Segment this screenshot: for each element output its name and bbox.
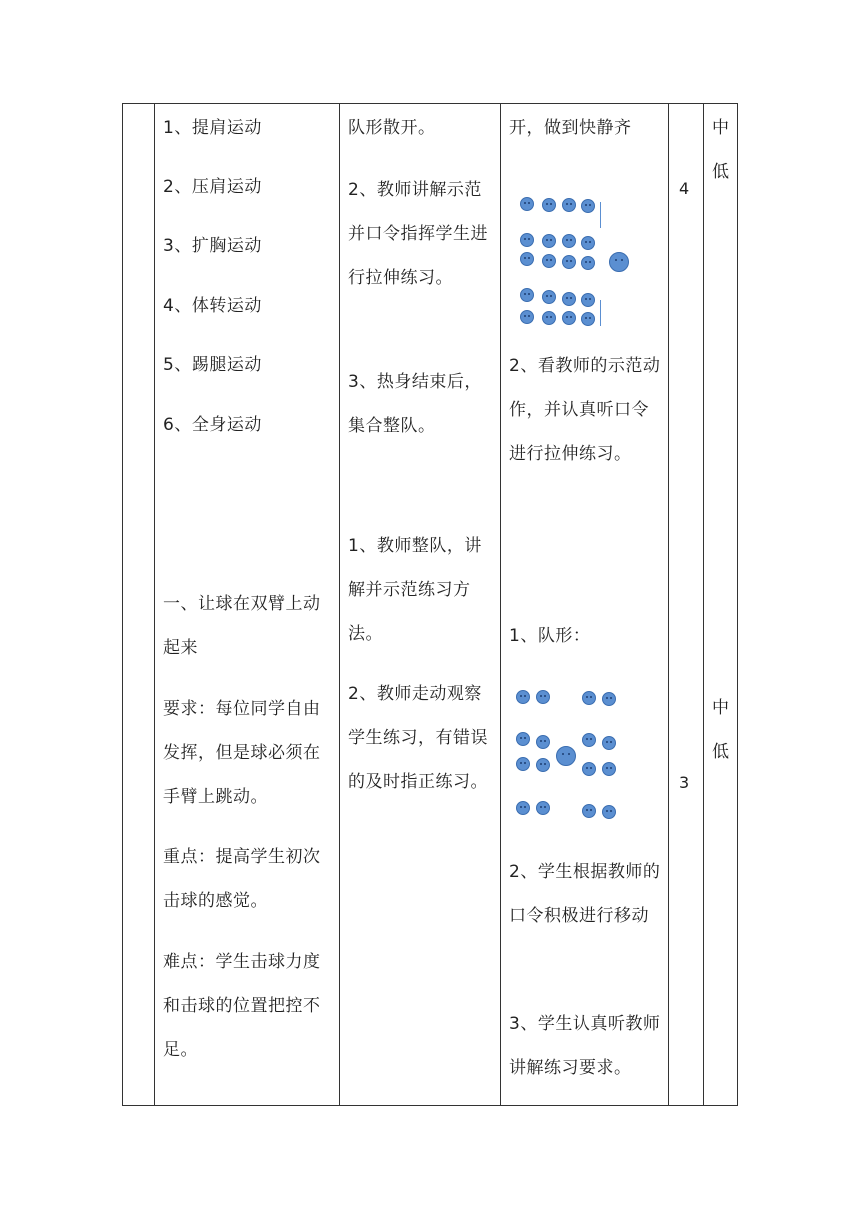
drill-requirement: 要求：每位同学自由发挥，但是球必须在手臂上跳动。	[163, 699, 321, 807]
student-face-icon	[516, 757, 530, 771]
student-face-icon	[582, 762, 596, 776]
student-face-icon	[581, 312, 595, 326]
student-face-icon	[542, 311, 556, 325]
student-face-icon	[536, 690, 550, 704]
student-face-icon	[520, 252, 534, 266]
student-face-icon	[516, 732, 530, 746]
student-face-icon	[520, 310, 534, 324]
student-face-icon	[562, 255, 576, 269]
student-face-icon	[581, 236, 595, 250]
warmup-item: 5、踢腿运动	[163, 355, 262, 375]
student-face-icon	[582, 733, 596, 747]
student-face-icon	[516, 801, 530, 815]
student-face-icon	[536, 735, 550, 749]
drill-intensity: 中	[712, 698, 730, 718]
student-face-icon	[581, 199, 595, 213]
student-face-icon	[520, 288, 534, 302]
warmup-item: 6、全身运动	[163, 415, 262, 435]
warmup-intensity: 低	[712, 162, 730, 182]
student-face-icon	[582, 804, 596, 818]
student-face-icon	[602, 692, 616, 706]
student-warmup-follow: 2、看教师的示范动作，并认真听口令进行拉伸练习。	[509, 356, 661, 464]
lesson-plan-table	[122, 103, 738, 1106]
warmup-item: 4、体转运动	[163, 296, 262, 316]
warmup-intensity: 中	[712, 118, 730, 138]
warmup-formation-diagram	[501, 104, 668, 344]
student-face-icon	[536, 801, 550, 815]
student-column	[501, 104, 668, 1105]
student-face-icon	[520, 197, 534, 211]
student-face-icon	[581, 256, 595, 270]
student-face-icon	[562, 311, 576, 325]
student-face-icon	[562, 292, 576, 306]
student-drill-listen: 3、学生认真听教师讲解练习要求。	[509, 1014, 661, 1078]
student-face-icon	[542, 254, 556, 268]
teacher-face-icon	[556, 746, 576, 766]
student-face-icon	[581, 293, 595, 307]
intensity-column	[704, 104, 739, 1105]
student-face-icon	[582, 691, 596, 705]
warmup-item: 1、提肩运动	[163, 118, 262, 138]
student-face-icon	[562, 234, 576, 248]
teacher-drill-demo: 1、教师整队，讲解并示范练习方法。	[348, 536, 482, 644]
drill-title: 一、让球在双臂上动起来	[163, 594, 321, 658]
drill-difficulty: 难点：学生击球力度和击球的位置把控不足。	[163, 952, 321, 1060]
teacher-drill-observe: 2、教师走动观察学生练习，有错误的及时指正练习。	[348, 684, 488, 792]
student-face-icon	[520, 233, 534, 247]
student-drill-move: 2、学生根据教师的口令积极进行移动	[509, 862, 661, 926]
content-column	[155, 104, 339, 1105]
down-arrow-icon	[600, 300, 601, 326]
drill-formation-diagram	[501, 664, 668, 824]
student-warmup-top: 开，做到快静齐	[509, 118, 632, 138]
count-column	[669, 104, 703, 1105]
teacher-face-icon	[609, 252, 629, 272]
student-drill-formation-label: 1、队形：	[509, 626, 591, 646]
teacher-warmup-demo: 2、教师讲解示范并口令指挥学生进行拉伸练习。	[348, 180, 488, 288]
warmup-item: 2、压肩运动	[163, 177, 262, 197]
student-face-icon	[602, 805, 616, 819]
teacher-warmup-regroup: 3、热身结束后，集合整队。	[348, 372, 482, 436]
warmup-count: 4	[679, 179, 690, 198]
drill-key-point: 重点：提高学生初次击球的感觉。	[163, 847, 321, 911]
drill-count: 3	[679, 773, 690, 792]
teacher-warmup-line: 队形散开。	[348, 118, 436, 138]
student-face-icon	[562, 198, 576, 212]
student-face-icon	[602, 736, 616, 750]
drill-intensity: 低	[712, 742, 730, 762]
warmup-item: 3、扩胸运动	[163, 236, 262, 256]
up-arrow-icon	[600, 202, 601, 228]
student-face-icon	[516, 690, 530, 704]
student-face-icon	[542, 198, 556, 212]
student-face-icon	[542, 234, 556, 248]
teacher-column	[340, 104, 500, 1105]
student-face-icon	[536, 758, 550, 772]
student-face-icon	[542, 290, 556, 304]
student-face-icon	[602, 762, 616, 776]
